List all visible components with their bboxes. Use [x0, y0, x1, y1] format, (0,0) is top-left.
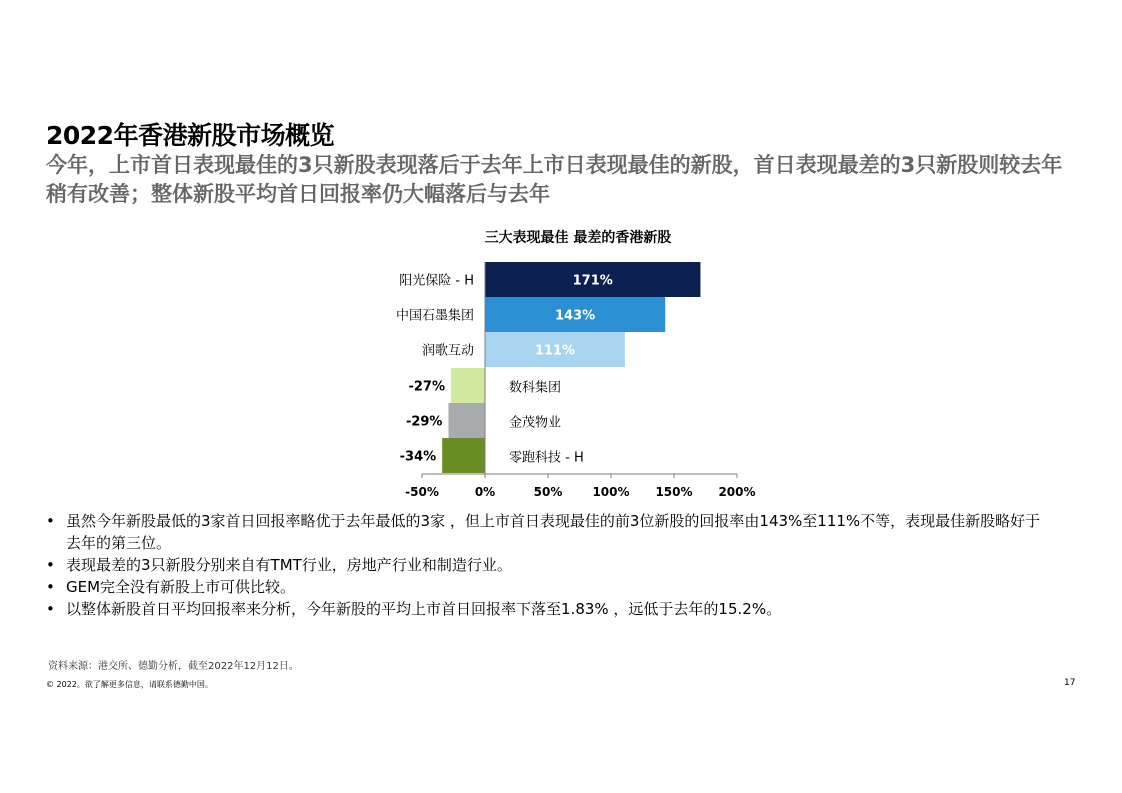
- category-label: 金茂物业: [509, 415, 562, 431]
- bullet-item: • 虽然今年新股最低的3家首日回报率略优于去年最低的3家 ，但上市首日表现最佳的前3位新股的回报率由143%至111%不等，表现最佳新股略好于去年的第三位。: [46, 510, 1046, 554]
- data-label: -34%: [399, 449, 437, 465]
- category-label: 数科集团: [509, 380, 562, 396]
- x-tick-label: 100%: [592, 485, 630, 499]
- x-tick-label: 50%: [533, 485, 563, 499]
- bullet-item: • 以整体新股首日平均回报率来分析，今年新股的平均上市首日回报率下落至1.83% ，远低于去年的15.2%。: [46, 598, 1046, 620]
- x-tick-label: 150%: [655, 485, 693, 499]
- bar: [448, 403, 485, 438]
- category-label: 零跑科技 - H: [509, 450, 584, 466]
- category-label: 润歌互动: [421, 343, 474, 359]
- category-label: 阳光保险 - H: [399, 273, 474, 289]
- source-note: 资料来源：港交所、德勤分析，截至2022年12月12日。: [48, 661, 299, 672]
- data-label: -29%: [405, 414, 443, 430]
- bullet-item: • GEM完全没有新股上市可供比较。: [46, 576, 1046, 598]
- copyright-note: © 2022。欲了解更多信息，请联系德勤中国。: [46, 680, 213, 689]
- bullet-list: [46, 510, 1046, 620]
- data-label: 111%: [534, 343, 576, 359]
- page-title: 2022年香港新股市场概览: [46, 121, 335, 150]
- bar: [451, 368, 485, 403]
- page-subtitle: 今年，上市首日表现最佳的3只新股表现落后于去年上市日表现最佳的新股，首日表现最差的3只新股则较去年稍有改善；整体新股平均首日回报率仍大幅落后与去年: [46, 153, 1063, 206]
- x-tick-label: -50%: [405, 485, 439, 499]
- page-number: 17: [1064, 678, 1076, 688]
- chart-title: 三大表现最佳 最差的香港新股: [484, 230, 672, 246]
- bar: [442, 438, 485, 473]
- category-label: 中国石墨集团: [395, 308, 474, 324]
- data-label: 171%: [572, 273, 613, 289]
- bullet-item: • 表现最差的3只新股分别来自有TMT行业，房地产行业和制造行业。: [46, 554, 1046, 576]
- data-label: -27%: [408, 379, 445, 395]
- data-label: 143%: [555, 308, 596, 324]
- x-tick-label: 200%: [718, 485, 756, 499]
- x-tick-label: 0%: [474, 485, 496, 499]
